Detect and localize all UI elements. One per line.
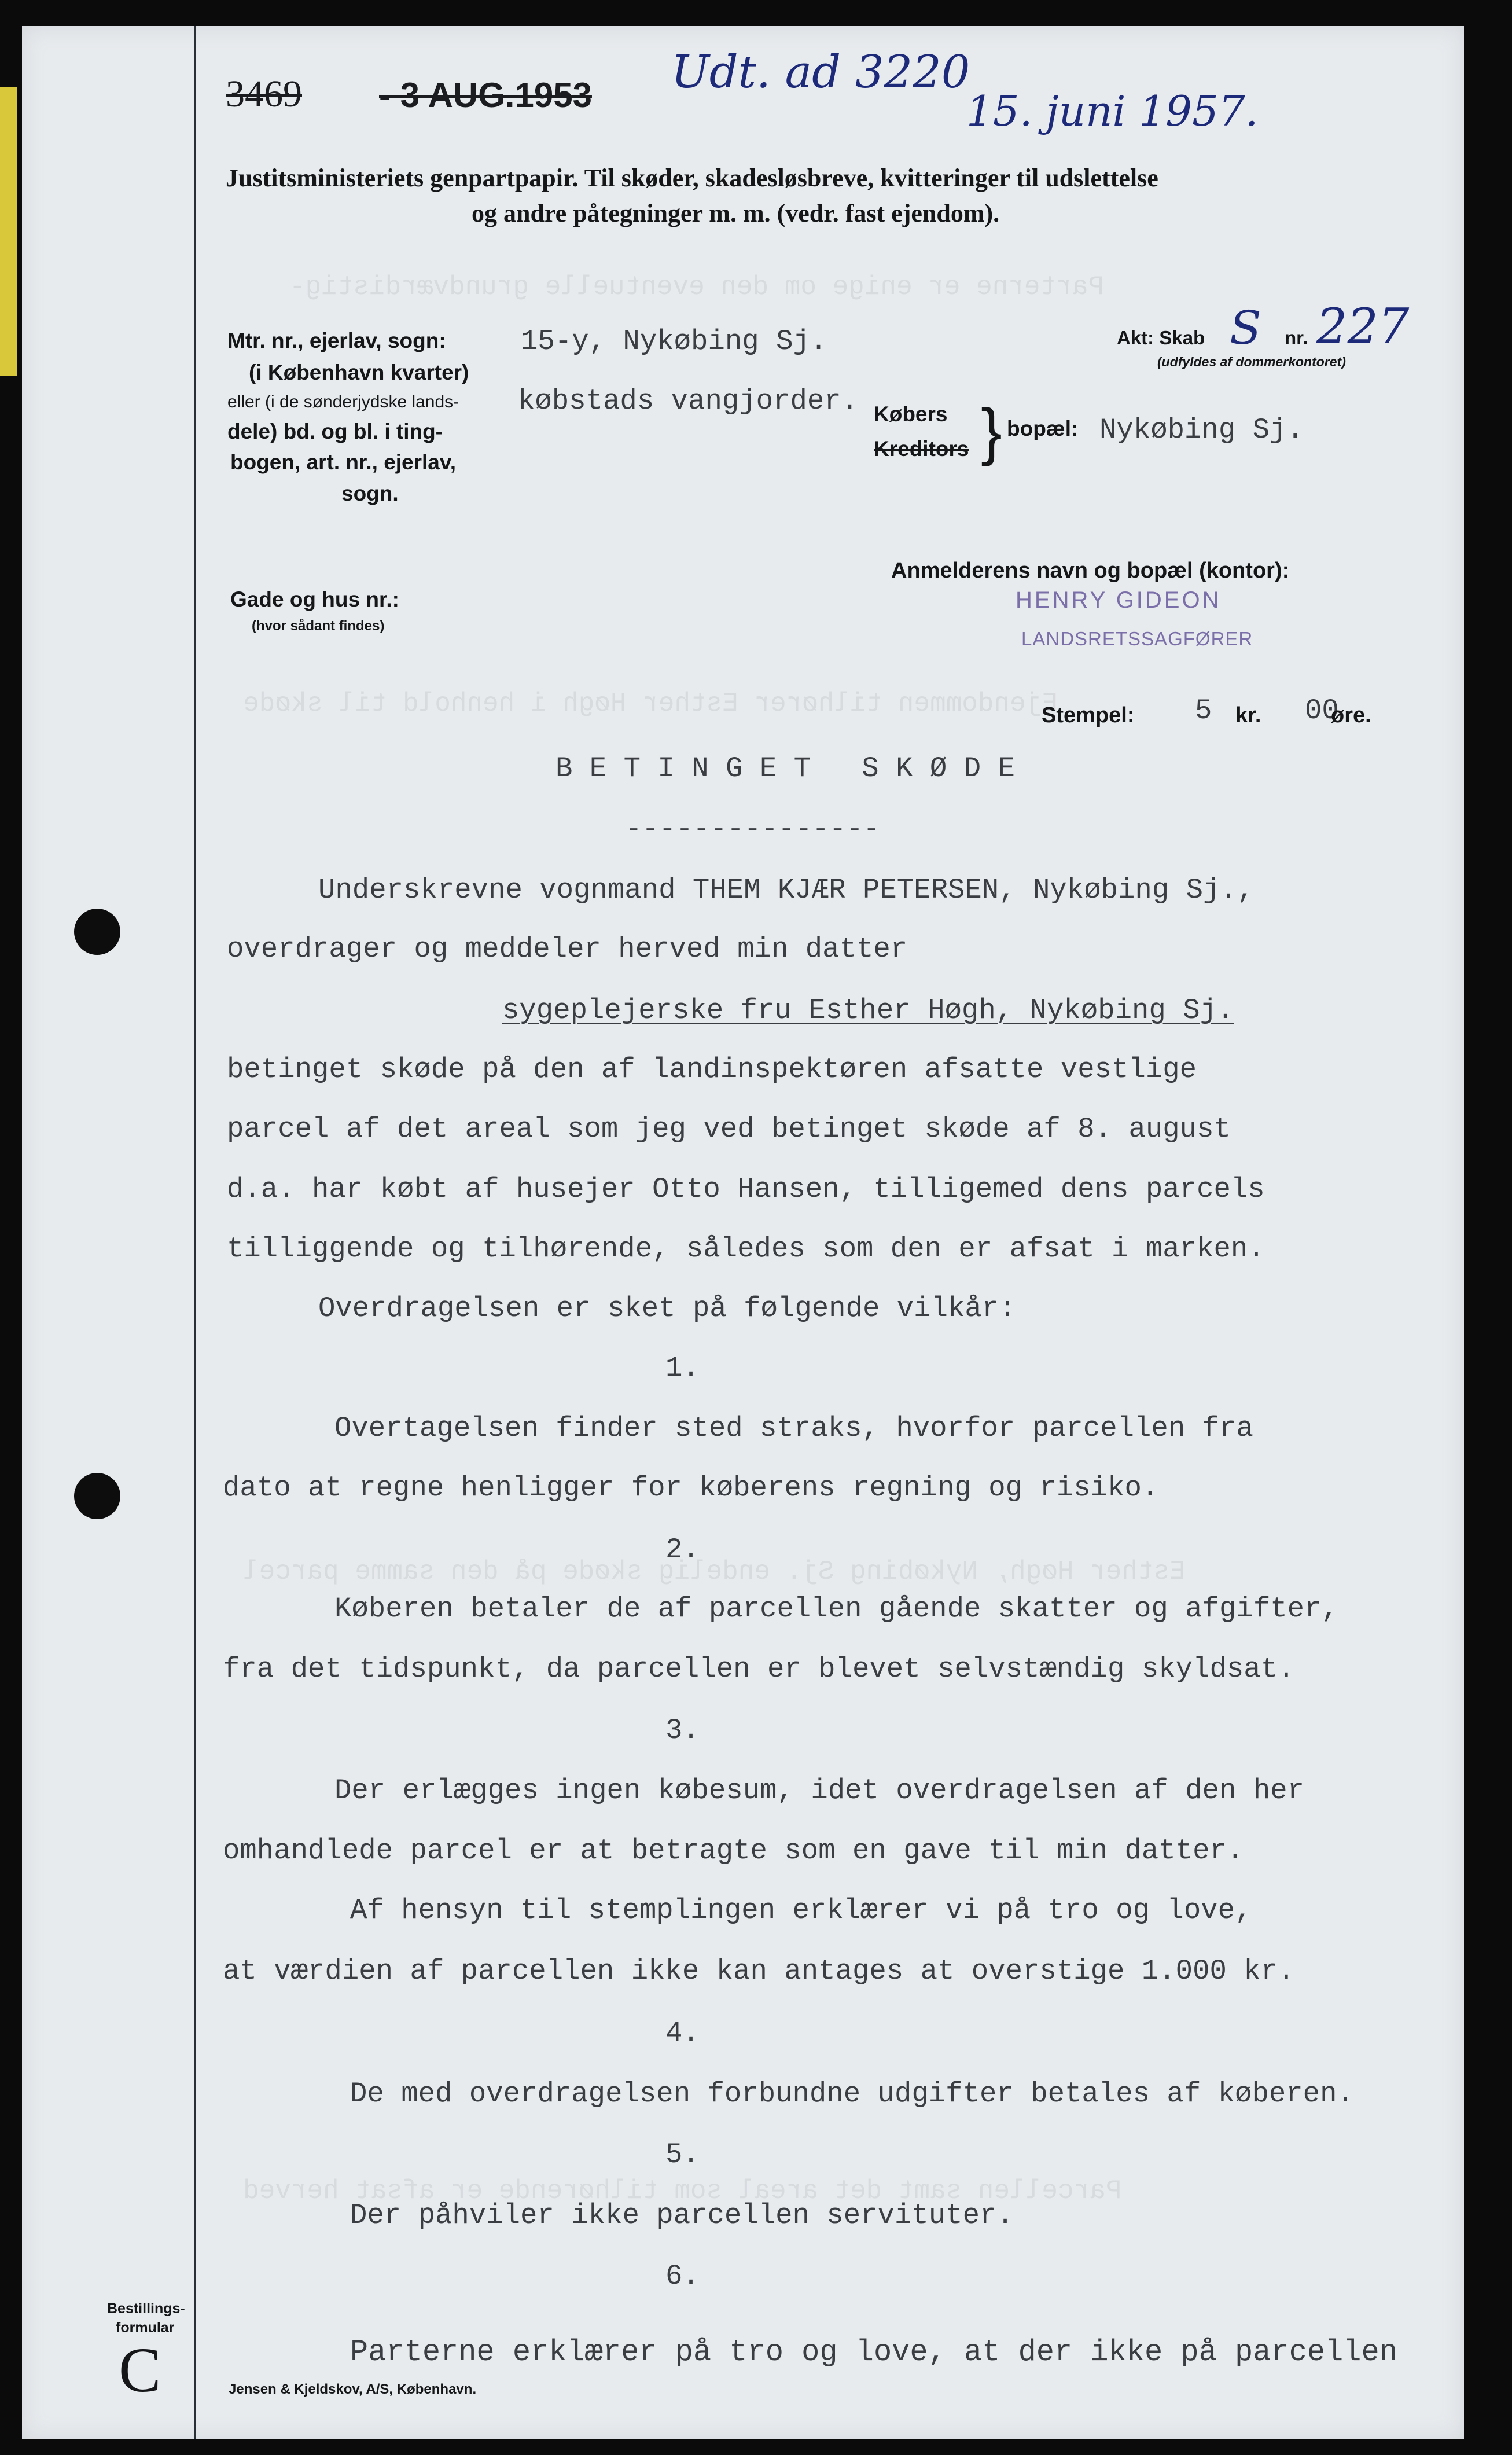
- margin-rule: [194, 26, 196, 2439]
- anmelder-label: Anmelderens navn og bopæl (kontor):: [891, 558, 1290, 583]
- body-line: betinget skøde på den af landinspektøren afsatte vestlige: [227, 1053, 1197, 1086]
- bopael-label: bopæl:: [1007, 417, 1079, 440]
- form-title-line2: og andre påtegninger m. m. (vedr. fast ejendom).: [472, 199, 1000, 227]
- bopael-value: Nykøbing Sj.: [1099, 414, 1304, 446]
- show-through-text: Ejendommen tilhører Esther Høgh i henhold til skøde: [243, 689, 1058, 719]
- deed-title: B E T I N G E T S K Ø D E: [555, 752, 1015, 785]
- lawyer-stamp-title: LANDSRETSSAGFØRER: [1021, 628, 1253, 649]
- akt-nr-value: 227: [1316, 298, 1410, 355]
- kreditors-label: Kreditors: [874, 437, 969, 461]
- body-line: Parterne erklærer på tro og love, at der ikke på parcellen: [350, 2335, 1397, 2369]
- show-through-text: Parcellen samt det areal som tilhørende er afsat herved: [243, 2176, 1122, 2206]
- clause-number: 5.: [665, 2138, 700, 2171]
- handwritten-date: 15. juni 1957.: [966, 87, 1259, 135]
- body-line: Der erlægges ingen købesum, idet overdragelsen af den her: [334, 1774, 1305, 1807]
- stempel-ore-label: øre.: [1331, 703, 1371, 727]
- punch-hole-upper: [74, 909, 120, 955]
- body-line: Underskrevne vognmand THEM KJÆR PETERSEN, Nykøbing Sj.,: [318, 874, 1255, 906]
- mtr-label: Mtr. nr., ejerlav, sogn:: [227, 329, 446, 352]
- stempel-kr-label: kr.: [1235, 703, 1261, 727]
- form-letter: C: [119, 2335, 161, 2405]
- recipient-line: sygeplejerske fru Esther Høgh, Nykøbing Sj.: [502, 994, 1234, 1027]
- clause-number: 4.: [665, 2017, 700, 2049]
- body-line: Af hensyn til stemplingen erklærer vi på tro og love,: [350, 1894, 1252, 1927]
- clause-number: 2.: [665, 1534, 700, 1566]
- body-line: De med overdragelsen forbundne udgifter betales af køberen.: [350, 2078, 1354, 2110]
- body-line: parcel af det areal som jeg ved betinget skøde af 8. august: [227, 1113, 1231, 1145]
- ejerlav-value: købstads vangjorder.: [518, 385, 859, 417]
- akt-nr-label: nr.: [1285, 327, 1308, 348]
- body-line: tilliggende og tilhørende, således som den er afsat i marken.: [227, 1233, 1265, 1265]
- date-stamp: - 3 AUG.1953: [379, 76, 592, 115]
- parties-brace: }: [981, 396, 1002, 467]
- form-title-line1: Justitsministeriets genpartpapir. Til skøder, skadesløsbreve, kvitteringer til udslettelse: [226, 164, 1158, 192]
- body-line: Køberen betaler de af parcellen gående skatter og afgifter,: [334, 1593, 1338, 1625]
- document-number: 3469: [226, 73, 302, 115]
- body-line: dato at regne henligger for køberens regning og risiko.: [223, 1472, 1159, 1504]
- printer-credit: Jensen & Kjeldskov, A/S, København.: [229, 2382, 477, 2397]
- mtr-label-sub2: dele) bd. og bl. i ting-: [227, 420, 443, 443]
- body-line: Overtagelsen finder sted straks, hvorfor parcellen fra: [334, 1412, 1253, 1445]
- mtr-label-sogn: sogn.: [341, 482, 399, 505]
- akt-skab-label: Akt: Skab: [1117, 327, 1205, 348]
- kobers-label: Købers: [874, 402, 948, 426]
- handwritten-annotation: Udt. ad 3220: [671, 46, 970, 98]
- stempel-ore-value: 00: [1305, 694, 1339, 727]
- clause-number: 6.: [665, 2260, 700, 2292]
- mtr-label-sub: eller (i de sønderjydske lands-: [227, 392, 459, 411]
- title-rule: ---------------: [625, 813, 881, 846]
- show-through-text: Esther Høgh, Nykøbing Sj. endelig skøde på den samme parcel: [243, 1557, 1186, 1587]
- punch-hole-lower: [74, 1473, 120, 1519]
- stempel-kr-value: 5: [1195, 694, 1212, 727]
- body-line: fra det tidspunkt, da parcellen er blevet selvstændig skyldsat.: [223, 1653, 1295, 1685]
- gade-label: Gade og hus nr.:: [230, 587, 399, 611]
- clause-number: 3.: [665, 1714, 700, 1747]
- clause-number: 1.: [665, 1352, 700, 1384]
- body-line: overdrager og meddeler herved min datter: [227, 933, 908, 965]
- akt-skab-value: S: [1230, 301, 1261, 355]
- mtr-label-sub3: bogen, art. nr., ejerlav,: [230, 450, 456, 474]
- akt-note: (udfyldes af dommerkontoret): [1157, 354, 1346, 369]
- yellow-tab: [0, 87, 17, 376]
- lawyer-stamp-name: HENRY GIDEON: [1016, 587, 1222, 613]
- bestillings-label: Bestillings-: [107, 2300, 185, 2317]
- body-line: at værdien af parcellen ikke kan antages at overstige 1.000 kr.: [223, 1955, 1295, 1987]
- body-line: Der påhviler ikke parcellen servituter.: [350, 2199, 1014, 2232]
- gade-sublabel: (hvor sådant findes): [252, 618, 385, 634]
- show-through-text: Parterne er enige om den eventuelle grundværdistig-: [289, 272, 1104, 302]
- body-line: d.a. har købt af husejer Otto Hansen, tilligemed dens parcels: [227, 1173, 1265, 1206]
- body-line: omhandlede parcel er at betragte som en gave til min datter.: [223, 1835, 1244, 1867]
- stempel-label: Stempel:: [1042, 703, 1135, 727]
- formular-label: formular: [116, 2320, 175, 2336]
- body-line: Overdragelsen er sket på følgende vilkår:: [318, 1292, 1016, 1325]
- mtr-label-kbh: (i København kvarter): [249, 361, 469, 384]
- mtr-value: 15-y, Nykøbing Sj.: [521, 325, 827, 358]
